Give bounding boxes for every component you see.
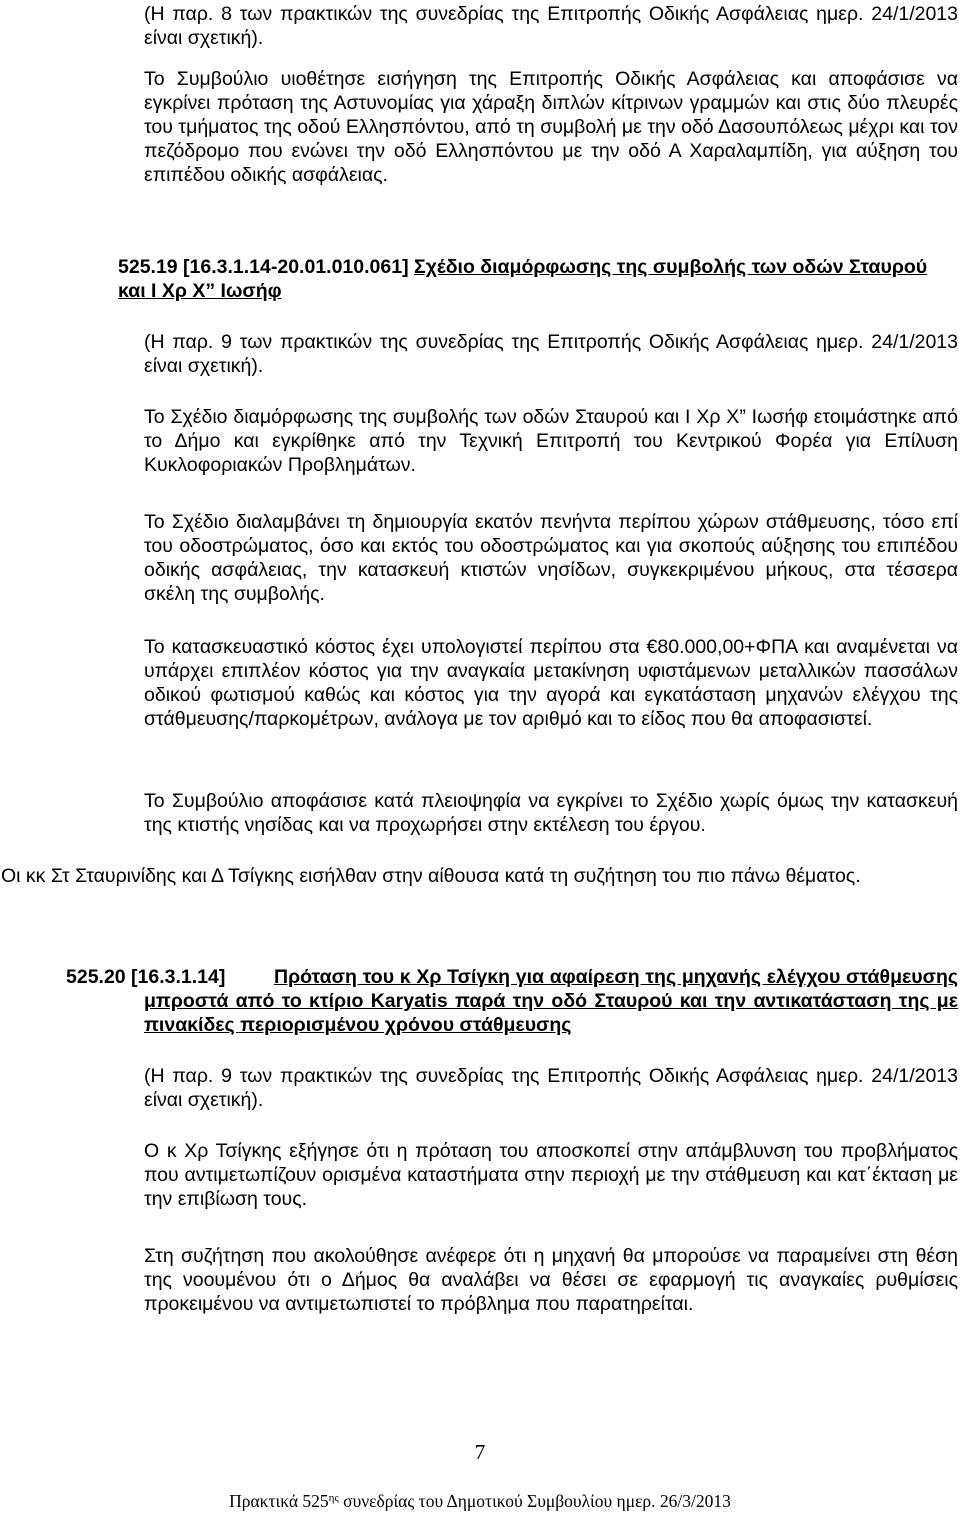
footer-text-start: Πρακτικά 525 <box>229 1491 329 1511</box>
decision-paragraph: Το Συμβούλιο υιοθέτησε εισήγηση της Επιτροπής Οδικής Ασφάλειας και αποφάσισε να εγκρίνει πρόταση της Αστυνομίας για χάραξη διπλών κίτρινων γραμμών και στις δύο πλευρές του τμήματος της οδού Ελλησπόντου, από τη συμβολή με την οδό Δασουπόλεως μέχρι και τον πεζόδρομο που ενώνει την οδό Ελλησπόντου με την οδό Α Χαραλαμπίδη, για αύξηση του επιπέδου οδικής ασφάλειας. <box>144 68 958 186</box>
plan-paragraph: Το Σχέδιο διαμόρφωσης της συμβολής των οδών Σταυρού και Ι Χρ Χ” Ιωσήφ ετοιμάστηκε από το Δήμο και εγκρίθηκε από την Τεχνική Επιτροπή του Κεντρικού Φορέα για Επίλυση Κυκλοφοριακών Προβλημάτων. <box>144 406 958 476</box>
footer-superscript: ης <box>328 1492 339 1504</box>
item-title: Σχέδιο διαμόρφωσης της συμβολής των οδών Σταυρού και Ι Χρ Χ” Ιωσήφ <box>118 256 928 302</box>
agenda-item-525-19 <box>118 255 958 303</box>
page-number: 7 <box>474 1440 486 1464</box>
reference-paragraph: (Η παρ. 9 των πρακτικών της συνεδρίας της Επιτροπής Οδικής Ασφάλειας ημερ. 24/1/2013 είναι σχετική). <box>144 1065 958 1111</box>
decision-paragraph: Το Συμβούλιο αποφάσισε κατά πλειοψηφία να εγκρίνει το Σχέδιο χωρίς όμως την κατασκευή της κτιστής νησίδας και να προχωρήσει στην εκτέλεση του έργου. <box>144 790 958 836</box>
agenda-item-525-20 <box>66 965 958 1037</box>
attendance-note: Οι κκ Στ Σταυρινίδης και Δ Τσίγκης εισήλθαν στην αίθουσα κατά τη συζήτηση του πιο πάνω θέματος. <box>1 865 861 887</box>
reference-paragraph: (Η παρ. 8 των πρακτικών της συνεδρίας της Επιτροπής Οδικής Ασφάλειας ημερ. 24/1/2013 είναι σχετική). <box>144 3 958 49</box>
page-footer <box>0 1491 960 1512</box>
proposal-paragraph: Ο κ Χρ Τσίγκης εξήγησε ότι η πρόταση του αποσκοπεί στην απάμβλυνση του προβλήματος που αντιμετωπίζουν ορισμένα καταστήματα στην περιοχή με την στάθμευση και κατ΄έκταση με την επιβίωση τους. <box>144 1140 958 1210</box>
item-title: Πρόταση του κ Χρ Τσίγκη για αφαίρεση της μηχανής ελέγχου στάθμευσης μπροστά από το κτίριο Karyatis παρά την οδό Σταυρού και την αντικατάσταση της με πινακίδες περιορισμένου χρόνου στάθμευσης <box>144 966 958 1036</box>
item-number: 525.19 [16.3.1.14-20.01.010.061] <box>118 256 409 278</box>
reference-paragraph: (Η παρ. 9 των πρακτικών της συνεδρίας της Επιτροπής Οδικής Ασφάλειας ημερ. 24/1/2013 είναι σχετική). <box>144 331 958 377</box>
plan-details-paragraph: Το Σχέδιο διαλαμβάνει τη δημιουργία εκατόν πενήντα περίπου χώρων στάθμευσης, τόσο επί του οδοστρώματος, όσο και εκτός του οδοστρώματος και για σκοπούς αύξησης του επιπέδου οδικής ασφάλειας, την κατασκευή κτιστών νησίδων, συγκεκριμένου μήκους, στα τέσσερα σκέλη της συμβολής. <box>144 511 958 605</box>
footer-text-end: συνεδρίας του Δημοτικού Συμβουλίου ημερ. 26/3/2013 <box>338 1491 731 1511</box>
discussion-paragraph: Στη συζήτηση που ακολούθησε ανέφερε ότι η μηχανή θα μπορούσε να παραμείνει στη θέση της νοουμένου ότι ο Δήμος θα αναλάβει να θέσει σε εφαρμογή τις αναγκαίες ρυθμίσεις προκειμένου να αντιμετωπιστεί το πρόβλημα που παρατηρείται. <box>144 1245 958 1315</box>
item-number: 525.20 [16.3.1.14] <box>66 966 226 988</box>
cost-paragraph: Το κατασκευαστικό κόστος έχει υπολογιστεί περίπου στα €80.000,00+ΦΠΑ και αναμένεται να υπάρχει επιπλέον κόστος για την αναγκαία μετακίνηση υφιστάμενων μεταλλικών πασσάλων οδικού φωτισμού καθώς και κόστος για την αγορά και εγκατάσταση μηχανών ελέγχου της στάθμευσης/παρκομέτρων, ανάλογα με τον αριθμό και το είδος που θα αποφασιστεί. <box>144 636 958 730</box>
